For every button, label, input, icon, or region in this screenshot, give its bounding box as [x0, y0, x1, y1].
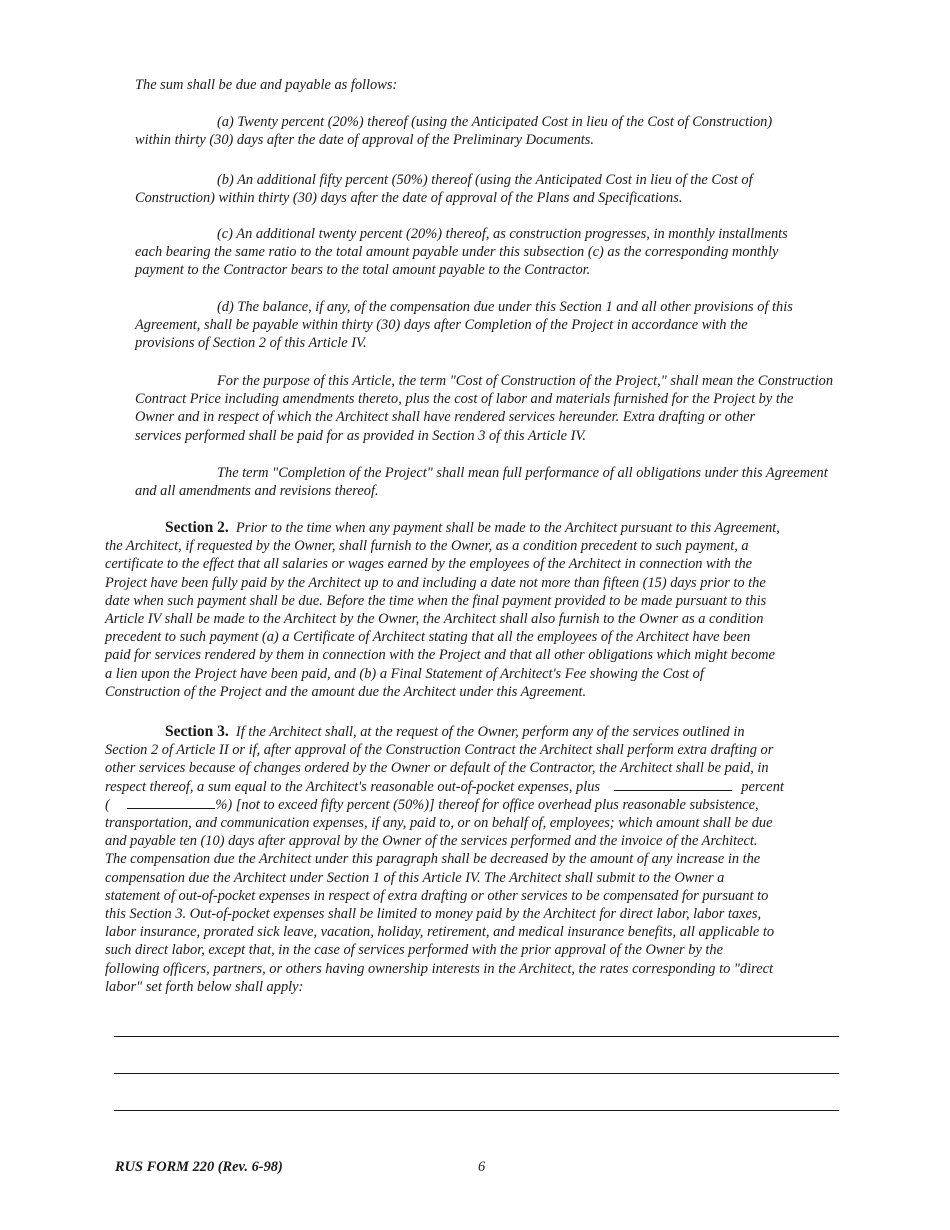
form-identifier: RUS FORM 220 (Rev. 6-98): [115, 1159, 283, 1175]
section-3-heading: Section 3.: [165, 723, 229, 740]
payment-item-b: (b) An additional fifty percent (50%) thereof (using the Anticipated Cost in lieu of the Cost of Construction) within thirty (30) days after the date of approval of the Plans and Specifications.: [135, 172, 753, 207]
cost-of-construction-definition: For the purpose of this Article, the term "Cost of Construction of the Project," shall mean the Construction Contract Price including amendments thereto, plus the cost of labor and materials furnished for the Project by the Owner and in respect of which the Architect shall have rendered services hereunder. Extra drafting or other services performed shall be paid for as provided in Section 3 of this Article IV.: [135, 373, 834, 444]
section-2-paragraph: Section 2. Prior to the time when any payment shall be made to the Architect pursuant to this Agreement, the Architect, if requested by the Owner, shall furnish to the Owner, as a condition precedent to such payment, a certificate to the effect that all salaries or wages earned by the employees of the Architect in connection with the Project have been fully paid by the Architect up to and including a date not more than fifteen (15) days prior to the date when such payment shall be due. Before the time when the final payment provided to be made pursuant to this Article IV shall be made to the Architect by the Owner, the Architect shall also furnish to the Owner as a condition precedent to such payment (a) a Certificate of Architect stating that all the employees of the Architect have been paid for services rendered by them in connection with the Project and that all other obligations which might become a lien upon the Project have been paid, and (b) a Final Statement of Architect's Fee showing the Cost of Construction of the Project and the amount due the Architect under this Agreement.: [105, 519, 780, 700]
payment-item-d: (d) The balance, if any, of the compensation due under this Section 1 and all other provisions of this Agreement, shall be payable within thirty (30) days after Completion of the Project in accordance with the provisions of Section 2 of this Article IV.: [135, 299, 793, 352]
page-number: 6: [478, 1159, 486, 1175]
direct-labor-rate-line-1[interactable]: [114, 1036, 839, 1037]
payment-item-a: (a) Twenty percent (20%) thereof (using the Anticipated Cost in lieu of the Cost of Construction) within thirty (30) days after the date of approval of the Preliminary Documents.: [135, 114, 773, 149]
section-2-heading: Section 2.: [165, 519, 229, 536]
payment-item-c: (c) An additional twenty percent (20%) thereof, as construction progresses, in monthly installments each bearing the same ratio to the total amount payable under this subsection (c) as the corresponding monthly payment to the Contractor bears to the total amount payable to the Contractor.: [135, 226, 788, 279]
payment-schedule-intro: The sum shall be due and payable as follows:: [135, 77, 398, 93]
section-3-paragraph: Section 3. If the Architect shall, at the request of the Owner, perform any of the services outlined in Section 2 of Article II or if, after approval of the Construction Contract the Architect shall perform extra drafting or other services because of changes ordered by the Owner or default of the Contractor, the Architect shall be paid, in respect thereof, a sum equal to the Architect's reasonable out-of-pocket expenses, plus percent ( %) [not to exceed fifty percent (50%)] thereof for office overhead plus reasonable subsistence, transportation, and communication expenses, if any, paid to, or on behalf of, employees; which amount shall be due and payable ten (10) days after approval by the Owner of the services performed and the invoice of the Architect. The compensation due the Architect under this paragraph shall be decreased by the amount of any increase in the compensation due the Architect under Section 1 of this Article IV. The Architect shall submit to the Owner a statement of out-of-pocket expenses in respect of extra drafting or other services to be compensated for pursuant to this Section 3. Out-of-pocket expenses shall be limited to money paid by the Architect for direct labor, labor taxes, labor insurance, prorated sick leave, vacation, holiday, retirement, and medical insurance benefits, all applicable to such direct labor, except that, in the case of services performed with the prior approval of the Owner by the following officers, partners, or others having ownership interests in the Architect, the rates corresponding to "direct labor" set forth below shall apply:: [105, 723, 784, 995]
direct-labor-rate-line-3[interactable]: [114, 1110, 839, 1111]
overhead-percent-number-field[interactable]: [127, 796, 215, 809]
overhead-percent-words-field[interactable]: [614, 778, 732, 791]
completion-definition: The term "Completion of the Project" shall mean full performance of all obligations under this Agreement and all amendments and revisions thereof.: [135, 465, 828, 500]
direct-labor-rate-line-2[interactable]: [114, 1073, 839, 1074]
